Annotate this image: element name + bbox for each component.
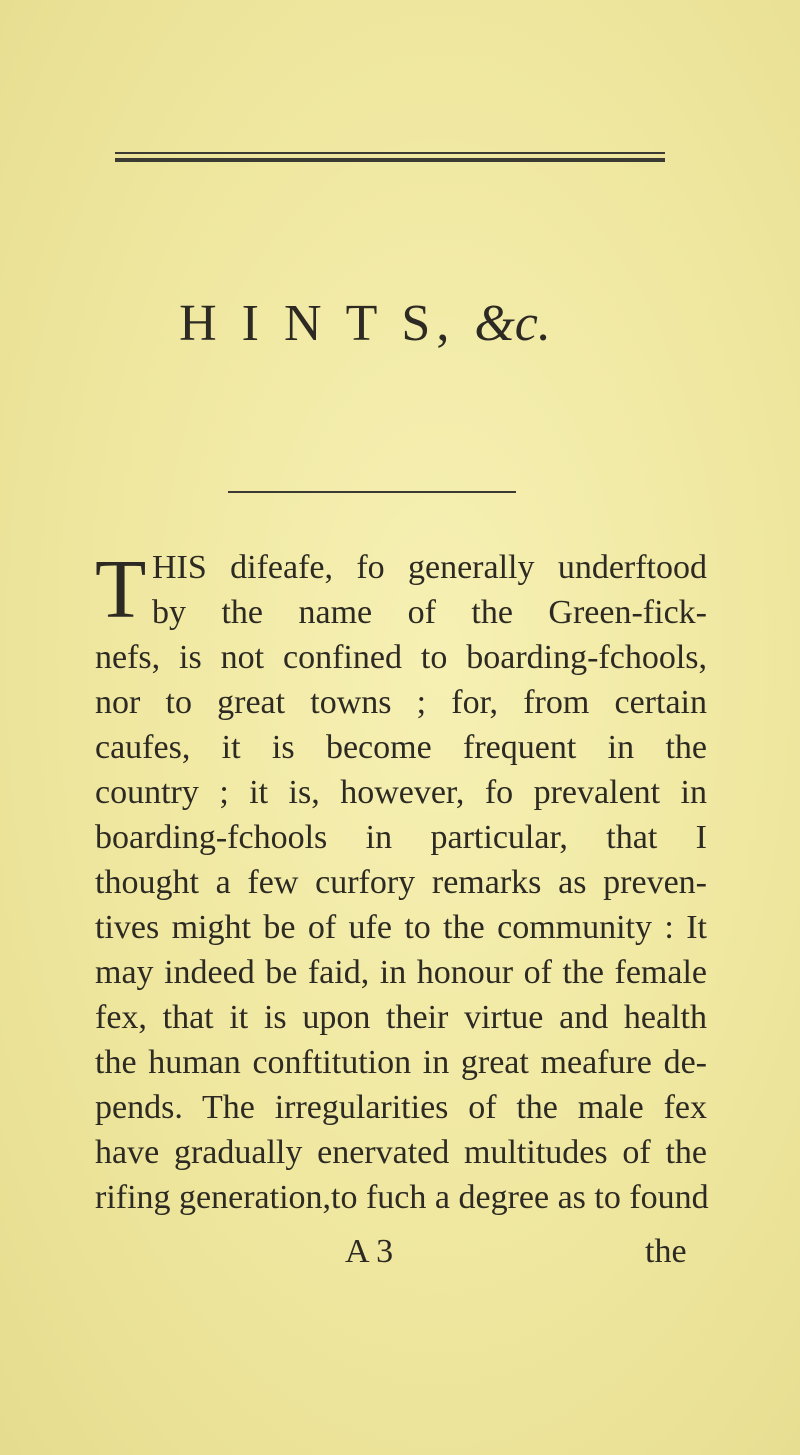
body-paragraph [95, 545, 707, 1220]
title-etc: &c. [474, 295, 551, 352]
text-line: the human conftitution in great meafure de- [95, 1044, 707, 1081]
text-line: country ; it is, however, fo prevalent in [95, 774, 707, 811]
text-line: tives might be of ufe to the community : It [95, 909, 707, 946]
text-line: pends. The irregularities of the male fex [95, 1089, 707, 1126]
text-line: thought a few curfory remarks as preven- [95, 864, 707, 901]
text-line: HIS difeafe, fo generally underftood [152, 549, 707, 586]
top-rule-thick [115, 158, 665, 162]
section-rule [228, 491, 516, 493]
top-rule-thin [115, 152, 665, 154]
text-line: boarding-fchools in particular, that I [95, 819, 707, 856]
text-line: have gradually enervated multitudes of the [95, 1134, 707, 1171]
catchword: the [645, 1233, 687, 1270]
text-line: nefs, is not confined to boarding-fchools, [95, 639, 707, 676]
text-line: fex, that it is upon their virtue and health [95, 999, 707, 1036]
title-main: H I N T S, [179, 295, 456, 352]
text-line: by the name of the Green-fick- [152, 594, 707, 631]
text-line: caufes, it is become frequent in the [95, 729, 707, 766]
text-line: may indeed be faid, in honour of the female [95, 954, 707, 991]
signature-mark: A 3 [345, 1233, 394, 1270]
drop-cap: T [95, 543, 147, 636]
text-line: rifing generation,to fuch a degree as to found [95, 1179, 709, 1216]
page-title [0, 295, 730, 352]
text-line: nor to great towns ; for, from certain [95, 684, 707, 721]
